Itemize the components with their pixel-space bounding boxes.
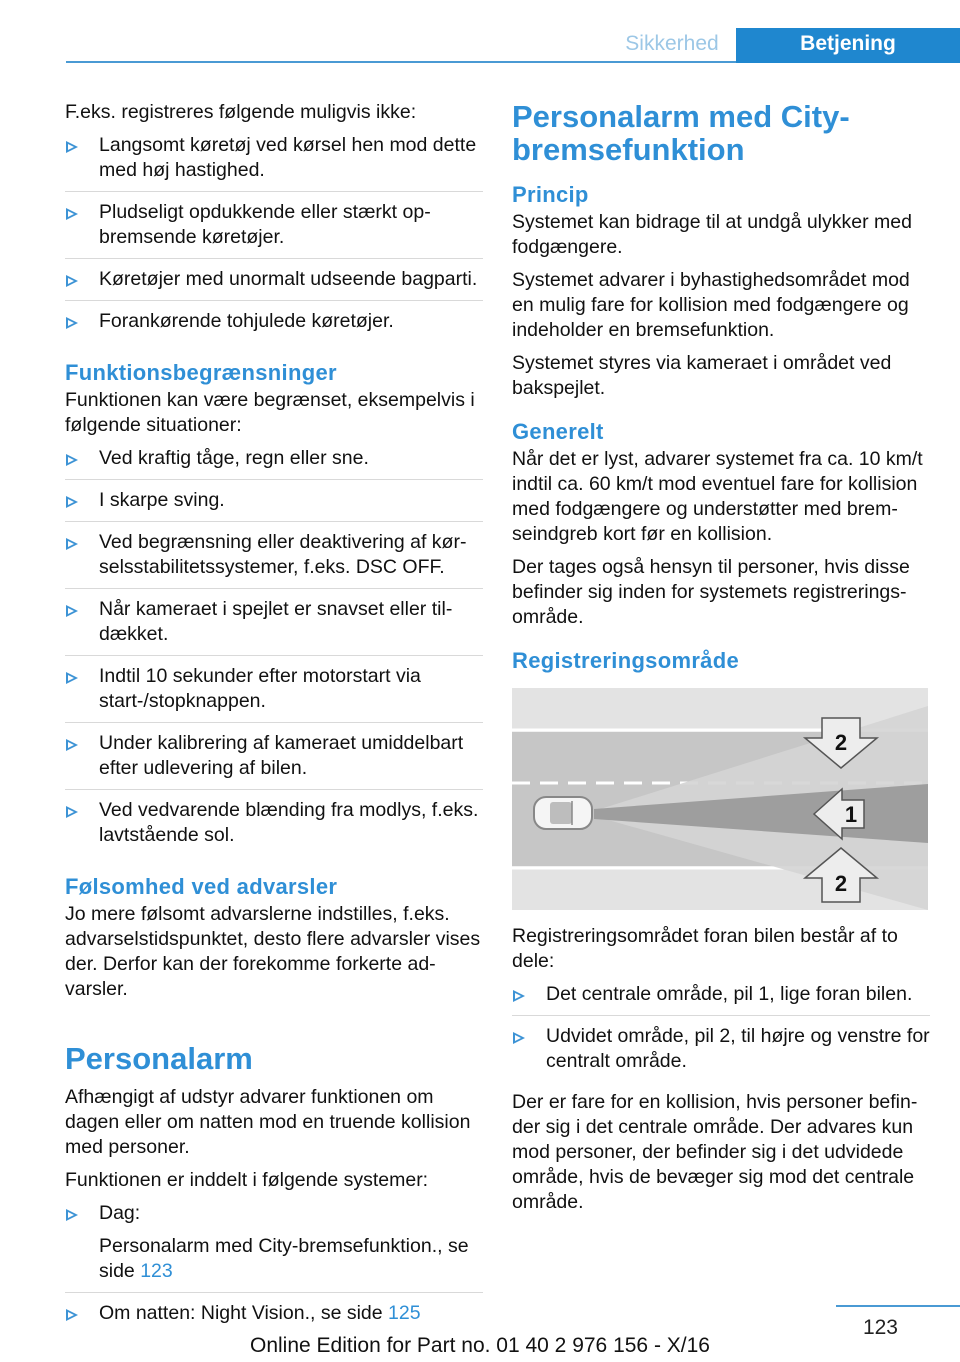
list-item: Det centrale område, pil 1, lige foran bilen. [512,982,930,1016]
list-item: Om natten: Night Vision., se side 125 [65,1301,483,1334]
page-link-123[interactable]: 123 [140,1260,173,1282]
list-item: Pludseligt opdukkende eller stærkt opbremsende køretøjer. [65,200,483,259]
page-link-125[interactable]: 125 [388,1302,421,1324]
list-item: Dag: Personalarm med City-bremsefunktion., se side 123 [65,1201,483,1293]
bullet-triangle-icon [66,1209,78,1221]
bullet-triangle-icon [66,141,78,153]
princip-text-1: Systemet kan bidrage til at undgå ulykker med fodgængere. [512,211,912,258]
personalarm-text-2: Funktionen er inddelt i følgende systemer: [65,1169,429,1191]
list-item: Indtil 10 sekunder efter motorstart via start-/stopknappen. [65,664,483,723]
bullet-triangle-icon [66,538,78,550]
right-column [512,100,930,1223]
edition-footer: Online Edition for Part no. 01 40 2 976 156 - X/16 [250,1334,710,1357]
intro-text: F.eks. registreres følgende muligvis ikke: [65,101,417,123]
list-item: Ved begrænsning eller deaktivering af kørselsstabilitetssystemer, f.eks. DSC OFF. [65,530,483,589]
bullet-triangle-icon [66,496,78,508]
generelt-text-2: Der tages også hensyn til personer, hvis disse befinder sig inden for systemets registreringsområde. [512,556,910,628]
bullet-triangle-icon [513,990,525,1002]
heading-princip: Princip [512,182,589,207]
registrering-text-1: Registreringsområdet foran bilen består af to dele: [512,925,898,972]
list-item: Langsomt køretøj ved kørsel hen mod dette med høj hastighed. [65,133,483,192]
heading-funktionsbegraensninger: Funktionsbegrænsninger [65,360,337,385]
bullet-triangle-icon [66,1309,78,1321]
tab-betjening[interactable]: Betjening [736,28,960,63]
bullet-triangle-icon [66,672,78,684]
registrering-text-2: Der er fare for en kollision, hvis personer befinder sig i det centrale område. Der advares kun mod personer, der befinder sig i det udvidede område, hvis de bevæger sig mod det centrale område. [512,1091,918,1213]
bullet-triangle-icon [66,317,78,329]
systems-list [65,1201,483,1334]
list-item: Når kameraet i spejlet er snavset eller tildækket. [65,597,483,656]
generelt-text-1: Når det er lyst, advarer systemet fra ca. 10 km/t indtil ca. 60 km/t mod eventuel fare for kollision med fodgængere og understøtter med bremseindgreb kort før en kollision. [512,448,923,545]
list-item: Køretøjer med unormalt udseende bagparti. [65,267,483,301]
list-item: Ved vedvarende blænding fra modlys, f.eks. lavtstående sol. [65,798,483,856]
list-item: Ved kraftig tåge, regn eller sne. [65,446,483,480]
heading-generelt: Generelt [512,419,604,444]
personalarm-text-1: Afhængigt af udstyr advarer funktionen om dagen eller om natten mod en truende kollision med personer. [65,1086,471,1158]
heading-personalarm: Personalarm [65,1041,253,1076]
bullet-triangle-icon [66,605,78,617]
bullet-triangle-icon [513,1032,525,1044]
arrow-label-top: 2 [834,730,848,755]
page-number: 123 [862,1316,898,1339]
funktion-text: Funktionen kan være begrænset, eksempelvis i følgende situationer: [65,389,475,436]
folsomhed-text: Jo mere følsomt advarslerne indstilles, f.eks. advarselstidspunktet, desto flere advarsler vises der. Derfor kan der forekomme forkerte advarsler. [65,903,481,1000]
heading-registreringsomraade: Registreringsområde [512,648,739,673]
princip-text-3: Systemet styres via kameraet i området ved bakspejlet. [512,352,892,399]
list-item: Under kalibrering af kameraet umiddelbart efter udlevering af bilen. [65,731,483,790]
areas-list [512,982,930,1082]
bullet-triangle-icon [66,806,78,818]
list-item: Forankørende tohjulede køretøjer. [65,309,483,342]
limitations-list [65,446,483,856]
footer-rule [836,1305,960,1307]
bullet-triangle-icon [66,275,78,287]
detection-area-diagram [512,688,928,910]
bullet-triangle-icon [66,208,78,220]
bullet-triangle-icon [66,454,78,466]
not-detected-list [65,133,483,342]
car-icon [534,797,592,829]
arrow-label-bottom: 2 [834,871,848,896]
bullet-triangle-icon [66,739,78,751]
heading-personalarm-city: Personalarm med City-bremsefunktion [512,99,850,167]
list-item: Udvidet område, pil 2, til højre og venstre for centralt område. [512,1024,930,1082]
tab-sikkerhed[interactable]: Sikkerhed [625,32,719,55]
princip-text-2: Systemet advarer i byhastighedsområdet mod en mulig fare for kollision med fodgængere og indeholder en bremsefunktion. [512,269,910,341]
list-item: I skarpe sving. [65,488,483,522]
arrow-label-center: 1 [844,802,858,827]
left-column [65,100,483,1342]
heading-folsomhed: Følsomhed ved advarsler [65,874,338,899]
